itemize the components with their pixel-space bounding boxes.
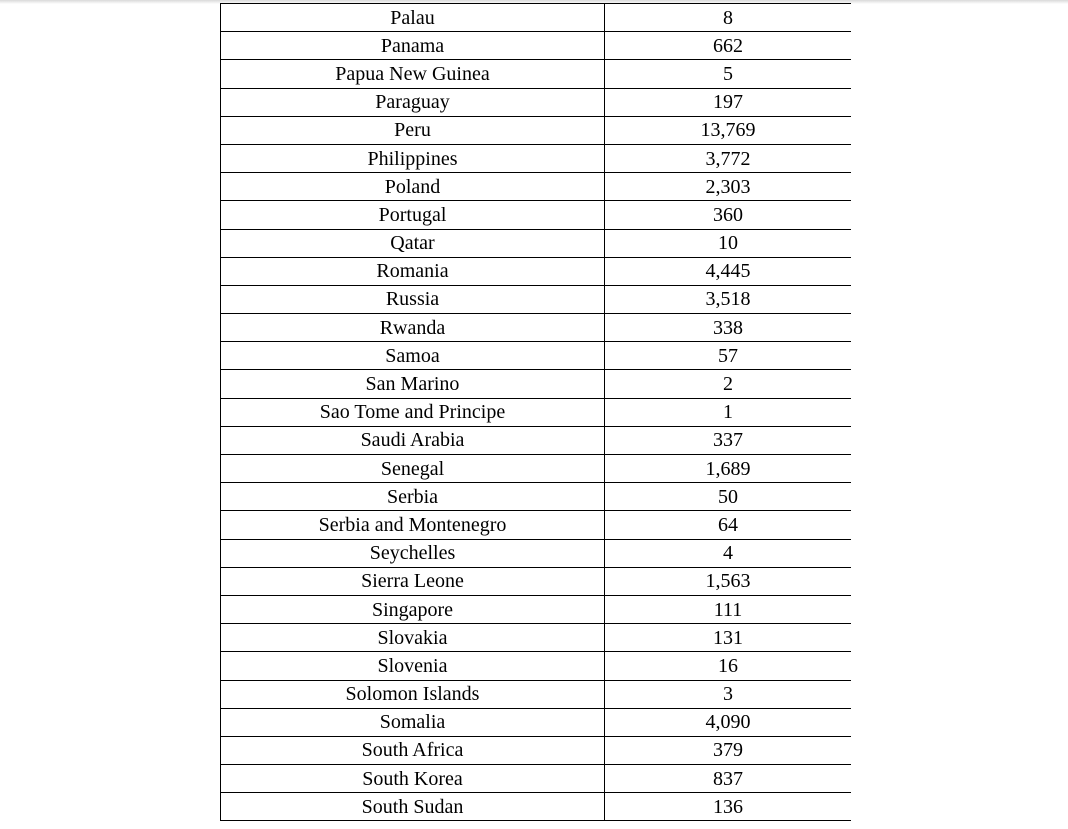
table-row <box>221 398 852 426</box>
table-row <box>221 680 852 708</box>
country-cell: Peru <box>221 116 605 144</box>
country-cell: South Africa <box>221 736 605 764</box>
value-cell: 136 <box>605 793 852 821</box>
value-cell: 2 <box>605 370 852 398</box>
country-cell: Saudi Arabia <box>221 426 605 454</box>
table-row <box>221 4 852 32</box>
country-cell: Qatar <box>221 229 605 257</box>
country-cell: Seychelles <box>221 539 605 567</box>
table-row <box>221 173 852 201</box>
table-row <box>221 765 852 793</box>
country-cell: Serbia <box>221 483 605 511</box>
table-row <box>221 32 852 60</box>
table-row <box>221 708 852 736</box>
table-row <box>221 736 852 764</box>
value-cell: 1 <box>605 398 852 426</box>
value-cell: 337 <box>605 426 852 454</box>
table-row <box>221 370 852 398</box>
country-cell: Senegal <box>221 455 605 483</box>
value-cell: 16 <box>605 652 852 680</box>
country-cell: Slovenia <box>221 652 605 680</box>
country-cell: Solomon Islands <box>221 680 605 708</box>
country-cell: Samoa <box>221 342 605 370</box>
table-row <box>221 567 852 595</box>
country-cell: South Sudan <box>221 793 605 821</box>
country-cell: Romania <box>221 257 605 285</box>
value-cell: 3,772 <box>605 144 852 172</box>
country-cell: South Korea <box>221 765 605 793</box>
value-cell: 50 <box>605 483 852 511</box>
table-row <box>221 652 852 680</box>
value-cell: 57 <box>605 342 852 370</box>
value-cell: 2,303 <box>605 173 852 201</box>
country-cell: Philippines <box>221 144 605 172</box>
value-cell: 1,563 <box>605 567 852 595</box>
value-cell: 8 <box>605 4 852 32</box>
country-cell: Slovakia <box>221 624 605 652</box>
table-row <box>221 116 852 144</box>
value-cell: 5 <box>605 60 852 88</box>
value-cell: 3,518 <box>605 285 852 313</box>
country-cell: Panama <box>221 32 605 60</box>
table-row <box>221 285 852 313</box>
table-row <box>221 314 852 342</box>
country-cell: Paraguay <box>221 88 605 116</box>
table-row <box>221 60 852 88</box>
country-cell: Somalia <box>221 708 605 736</box>
table-row <box>221 229 852 257</box>
country-cell: Singapore <box>221 595 605 623</box>
country-cell: Palau <box>221 4 605 32</box>
value-cell: 131 <box>605 624 852 652</box>
table-row <box>221 455 852 483</box>
table-row <box>221 342 852 370</box>
value-cell: 360 <box>605 201 852 229</box>
country-cell: Poland <box>221 173 605 201</box>
country-data-table <box>220 3 851 821</box>
country-cell: Serbia and Montenegro <box>221 511 605 539</box>
value-cell: 64 <box>605 511 852 539</box>
table-row <box>221 144 852 172</box>
table-row <box>221 88 852 116</box>
value-cell: 338 <box>605 314 852 342</box>
value-cell: 197 <box>605 88 852 116</box>
value-cell: 379 <box>605 736 852 764</box>
value-cell: 4,445 <box>605 257 852 285</box>
table-row <box>221 483 852 511</box>
table-row <box>221 595 852 623</box>
table-row <box>221 257 852 285</box>
table-row <box>221 426 852 454</box>
country-cell: Portugal <box>221 201 605 229</box>
table-row <box>221 539 852 567</box>
table-body <box>221 4 852 821</box>
country-cell: San Marino <box>221 370 605 398</box>
table-row <box>221 201 852 229</box>
value-cell: 13,769 <box>605 116 852 144</box>
table-row <box>221 511 852 539</box>
document-table-container <box>220 3 851 829</box>
country-cell: Rwanda <box>221 314 605 342</box>
table-row <box>221 624 852 652</box>
value-cell: 1,689 <box>605 455 852 483</box>
table-row <box>221 793 852 821</box>
value-cell: 10 <box>605 229 852 257</box>
country-cell: Sierra Leone <box>221 567 605 595</box>
country-cell: Russia <box>221 285 605 313</box>
value-cell: 837 <box>605 765 852 793</box>
value-cell: 662 <box>605 32 852 60</box>
value-cell: 3 <box>605 680 852 708</box>
value-cell: 111 <box>605 595 852 623</box>
country-cell: Sao Tome and Principe <box>221 398 605 426</box>
value-cell: 4 <box>605 539 852 567</box>
country-cell: Papua New Guinea <box>221 60 605 88</box>
value-cell: 4,090 <box>605 708 852 736</box>
